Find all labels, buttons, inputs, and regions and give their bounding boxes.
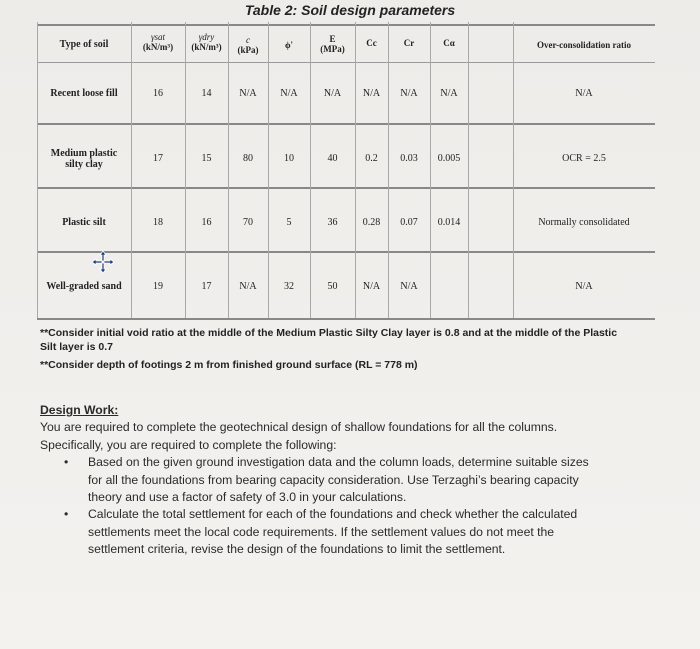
header-cohesion — [228, 35, 268, 55]
row-4-modulus: 50 — [327, 281, 338, 292]
header-cr: Cr — [403, 38, 415, 48]
header-gamma-dry-symbol: γdry — [198, 32, 215, 42]
row-4-phi: 32 — [284, 281, 294, 292]
row-4-soil: Well-graded sand — [46, 281, 122, 292]
header-cc: Cc — [366, 38, 377, 48]
header-calpha: Cα — [443, 38, 455, 48]
row-2-soil-line1: Medium plastic — [50, 148, 118, 159]
table-title: Table 2: Soil design parameters — [244, 2, 456, 18]
row-2-cohesion: 80 — [243, 153, 253, 164]
row-2-gamma-sat: 17 — [153, 153, 163, 164]
list-item — [40, 506, 665, 558]
row-rule-1 — [37, 123, 655, 125]
row-1-cr: N/A — [400, 88, 418, 99]
col-rule — [185, 22, 186, 318]
header-modulus — [310, 34, 355, 54]
soil-parameters-table — [37, 22, 655, 324]
row-3-cc: 0.28 — [362, 217, 381, 228]
header-gamma-sat-unit: (kN/m³) — [142, 42, 174, 52]
design-work-intro-line2: Specifically, you are required to complete the following: — [40, 437, 337, 452]
header-gamma-sat-symbol: γsat — [150, 32, 166, 42]
header-bottom-rule — [37, 62, 655, 63]
header-type-of-soil: Type of soil — [59, 39, 109, 50]
row-3-soil: Plastic silt — [62, 217, 106, 228]
bullet-2-line1: Calculate the total settlement for each of the foundations and check whether the calculated — [88, 507, 578, 522]
table-notes — [40, 326, 660, 372]
row-1-cc: N/A — [362, 88, 381, 99]
col-rule — [37, 22, 38, 318]
header-gamma-dry-unit: (kN/m³) — [191, 42, 222, 52]
row-2-calpha: 0.005 — [437, 153, 461, 164]
bullet-1-line3: theory and use a factor of safety of 3.0 in your calculations. — [88, 490, 407, 505]
table-top-rule — [37, 24, 655, 26]
col-rule — [468, 22, 469, 318]
design-work-list — [40, 454, 665, 558]
row-4-cc: N/A — [362, 281, 381, 292]
bullet-icon: • — [64, 455, 69, 470]
bullet-icon: • — [64, 507, 69, 522]
col-rule — [228, 22, 229, 318]
col-rule — [513, 22, 514, 318]
row-3-cohesion: 70 — [243, 217, 253, 228]
bullet-1-line2: for all the foundations from bearing capacity consideration. Use Terzaghi’s bearing capacity — [88, 472, 579, 487]
row-3-phi: 5 — [286, 217, 292, 228]
design-work-section — [40, 402, 665, 559]
col-rule — [131, 22, 132, 318]
row-2-cc: 0.2 — [365, 153, 378, 164]
row-3-gamma-dry: 16 — [201, 217, 212, 228]
row-1-gamma-dry: 14 — [201, 88, 212, 99]
row-2-ocr: OCR = 2.5 — [562, 153, 606, 164]
row-1-cohesion: N/A — [239, 88, 257, 99]
header-friction-angle: ϕ' — [284, 40, 294, 50]
row-1-ocr: N/A — [575, 88, 593, 99]
row-rule-3 — [37, 251, 655, 253]
row-4-gamma-dry: 17 — [201, 281, 212, 292]
header-ocr: Over-consolidation ratio — [537, 40, 631, 50]
header-gamma-dry — [185, 32, 228, 52]
note-void-ratio-line2: Silt layer is 0.7 — [40, 341, 113, 353]
row-3-gamma-sat: 18 — [153, 217, 163, 228]
bullet-2-line2: settlements meet the local code requirements. If the settlement values do not meet the — [88, 524, 555, 539]
header-modulus-unit: (MPa) — [320, 44, 345, 54]
row-4-ocr: N/A — [575, 281, 593, 292]
bullet-2-line3: settlement criteria, revise the design of the foundations to limit the settlement. — [88, 542, 506, 557]
row-3-ocr: Normally consolidated — [538, 217, 630, 228]
row-2-cr: 0.03 — [400, 153, 418, 164]
header-gamma-sat — [131, 32, 185, 52]
bullet-1-line1: Based on the given ground investigation data and the column loads, determine suitable sizes — [88, 455, 589, 470]
row-3-modulus: 36 — [327, 217, 338, 228]
row-1-calpha: N/A — [440, 88, 458, 99]
col-rule — [268, 22, 269, 318]
row-4-gamma-sat: 19 — [153, 281, 163, 292]
col-rule — [355, 22, 356, 318]
col-rule — [388, 22, 389, 318]
row-2-soil-line2: silty clay — [65, 159, 103, 170]
row-4-cr: N/A — [400, 281, 418, 292]
list-item — [40, 454, 665, 506]
col-rule — [430, 22, 431, 318]
row-2-soil — [37, 148, 131, 170]
row-3-calpha: 0.014 — [437, 217, 461, 228]
row-1-soil: Recent loose fill — [50, 88, 118, 99]
row-2-gamma-dry: 15 — [201, 153, 212, 164]
design-work-heading: Design Work: — [40, 403, 119, 417]
row-4-cohesion: N/A — [239, 281, 257, 292]
row-1-gamma-sat: 16 — [153, 88, 163, 99]
header-modulus-symbol: E — [329, 34, 336, 44]
row-1-modulus: N/A — [323, 88, 342, 99]
row-2-modulus: 40 — [327, 153, 338, 164]
row-rule-2 — [37, 187, 655, 189]
header-cohesion-unit: (kPa) — [237, 45, 259, 55]
note-footing-depth: **Consider depth of footings 2 m from finished ground surface (RL = 778 m) — [40, 359, 418, 371]
move-cursor-icon — [92, 251, 114, 273]
table-bottom-rule — [37, 318, 655, 320]
row-3-cr: 0.07 — [400, 217, 418, 228]
row-1-phi: N/A — [280, 88, 298, 99]
row-2-phi: 10 — [284, 153, 294, 164]
note-void-ratio-line1: **Consider initial void ratio at the middle of the Medium Plastic Silty Clay layer is 0.8 and at the middle of the Plastic — [40, 327, 618, 339]
col-rule — [310, 22, 311, 318]
header-cohesion-symbol: c — [246, 35, 250, 45]
design-work-intro-line1: You are required to complete the geotechnical design of shallow foundations for all the columns. — [40, 420, 558, 435]
